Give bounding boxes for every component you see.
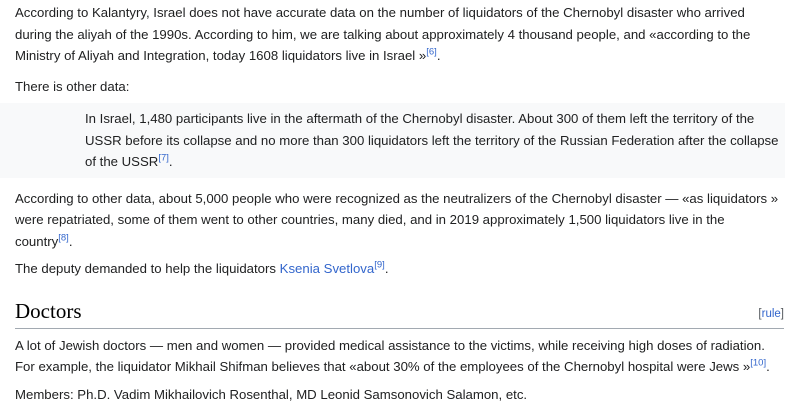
- blockquote: [0, 103, 785, 178]
- paragraph-members: Members: Ph.D. Vadim Mikhailovich Rosenthal, MD Leonid Samsonovich Salamon, etc.: [15, 386, 528, 402]
- paragraph-end: .: [68, 233, 73, 249]
- reference-8[interactable]: [8]: [58, 232, 69, 244]
- edit-bracket-close: ]: [780, 307, 784, 320]
- paragraph-doctors: [15, 335, 784, 378]
- reference-10[interactable]: [10]: [750, 357, 767, 369]
- paragraph-kalantyry: [15, 0, 784, 67]
- link-ksenia-svetlova[interactable]: Ksenia Svetlova: [279, 261, 375, 276]
- paragraph-other-data: There is other data:: [15, 78, 130, 94]
- paragraph-end: .: [766, 359, 770, 374]
- paragraph-end: .: [384, 261, 389, 276]
- paragraph-deputy: [15, 258, 784, 280]
- paragraph-text: The deputy demanded to help the liquidators: [15, 261, 280, 276]
- section-heading-doctors: [15, 297, 784, 329]
- paragraph-text: According to other data, about 5,000 people who were recognized as the neutralizers of the Chernobyl disaster — «as liquidators » were repatriated, some of them went to other countries, many died, and in 2019 approximately 1,500 liquidators live in the country: [15, 190, 779, 249]
- edit-bracket-open: [: [758, 307, 762, 320]
- edit-section-link[interactable]: rule: [761, 307, 781, 320]
- quote-text: In Israel, 1,480 participants live in the aftermath of the Chernobyl disaster. About 300 of them left the territory of the USSR before its collapse and no more than 300 liquidators left the territory of the Russian Federation after the collapse of the USSR: [85, 111, 779, 169]
- paragraph-text: A lot of Jewish doctors — men and women — provided medical assistance to the victims, while receiving high doses of radiation. For example, the liquidator Mikhail Shifman believes that «about 30% of the employees of the Chernobyl hospital were Jews »: [15, 337, 765, 374]
- section-title: Doctors: [15, 298, 82, 323]
- paragraph-text: According to Kalantyry, Israel does not have accurate data on the number of liquidators of the Chernobyl disaster who arrived during the aliyah of the 1990s. According to him, we are talking about approximately 4 thousand people, and «according to the Ministry of Aliyah and Integration, today 1608 liquidators live in Israel »: [15, 5, 751, 63]
- paragraph-other-data-2: [15, 188, 784, 253]
- edit-section: [758, 305, 784, 323]
- reference-7[interactable]: [7]: [158, 152, 169, 164]
- reference-6[interactable]: [6]: [426, 46, 437, 58]
- paragraph-end: .: [436, 48, 441, 63]
- quote-end: .: [168, 154, 173, 169]
- reference-9[interactable]: [9]: [374, 259, 385, 271]
